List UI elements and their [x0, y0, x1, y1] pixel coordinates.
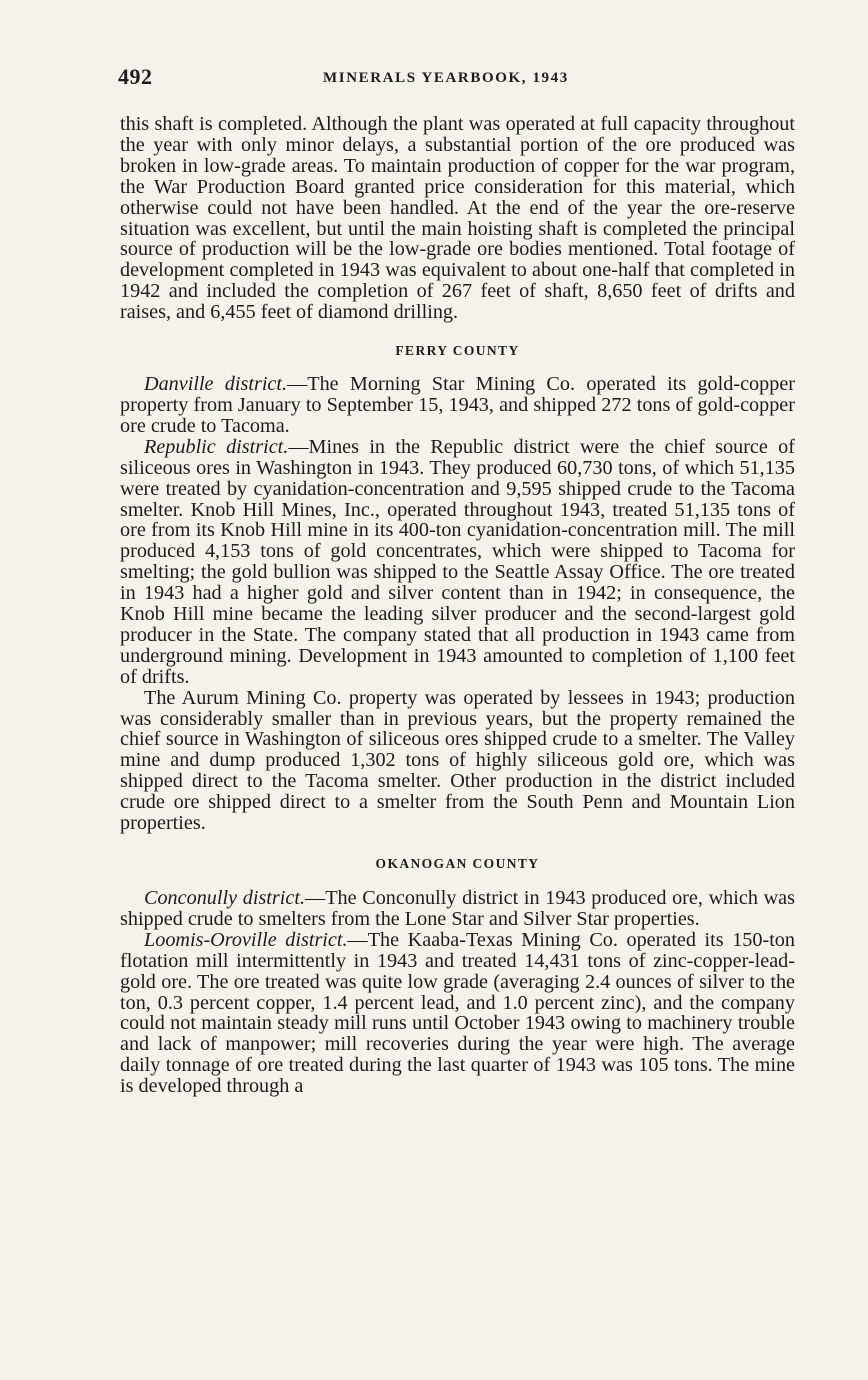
district-name-republic: Republic district.	[144, 435, 289, 458]
paragraph-continuation: this shaft is completed. Although the plant was operated at full capacity throughout the year with only minor delays, a substantial portion of the ore produced was broken in low-grade areas. To maintain production of copper for the war program, the War Production Board granted price consideration for this material, which otherwise could not have been handled. At the end of the year the ore-reserve situation was excellent, but until the main hoisting shaft is completed the principal source of production will be the low-grade ore bodies mentioned. Total footage of development completed in 1943 was equivalent to about one-half that completed in 1942 and included the completion of 267 feet of shaft, 8,650 feet of drifts and raises, and 6,455 feet of diamond drilling.	[120, 113, 795, 324]
running-title: MINERALS YEARBOOK, 1943	[323, 70, 569, 86]
danville-text: —The Morning Star Mining Co. operated its gold-copper property from January to September 15, 1943, and shipped 272 tons of gold-copper ore crude to Tacoma.	[120, 373, 796, 437]
paragraph-aurum-mining: The Aurum Mining Co. property was operated by lessees in 1943; production was considerably smaller than in previous years, but the property remained the chief source in Washington of siliceous ores shipped crude to a smelter. The Valley mine and dump produced 1,302 tons of highly siliceous gold ore, which was shipped direct to the Tacoma smelter. Other production in the district included crude ore shipped direct to a smelter from the South Penn and Mountain Lion properties.	[120, 686, 795, 835]
district-name-loomis-oroville: Loomis-Oroville district.	[144, 928, 348, 951]
loomis-oroville-text: —The Kaaba-Texas Mining Co. operated its 150-ton flotation mill intermittently in 1943 and treated 14,431 tons of zinc-copper-lead-gold ore. The ore treated was quite low grade (averaging 2.4 ounces of silver to the ton, 0.3 percent copper, 1.4 percent lead, and 1.0 percent zinc), and the company could not maintain steady mill runs until October 1943 owing to machinery trouble and lack of manpower; mill recoveries during the year were high. The average daily tonnage of ore treated during the last quarter of 1943 was 105 tons. The mine is developed through a	[120, 928, 795, 1098]
paragraph-loomis-oroville-district	[120, 930, 795, 1097]
section-heading-okanogan-county: OKANOGAN COUNTY	[375, 856, 540, 871]
page-number: 492	[118, 64, 153, 89]
page-header	[118, 64, 794, 94]
district-name-danville: Danville district.	[144, 373, 288, 396]
paragraph-conconully-district	[120, 888, 795, 930]
section-heading-ferry-county: FERRY COUNTY	[395, 343, 520, 359]
conconully-text: —The Conconully district in 1943 produced ore, which was shipped crude to smelters from the Lone Star and Silver Star properties.	[120, 887, 795, 930]
paragraph-republic-district	[120, 437, 795, 688]
paragraph-danville-district	[120, 374, 795, 437]
district-name-conconully: Conconully district.	[144, 887, 305, 909]
republic-text: —Mines in the Republic district were the chief source of siliceous ores in Washington in 1943. They produced 60,730 tons, of which 51,135 were treated by cyanidation-concentration and 9,595 shipped crude to the Tacoma smelter. Knob Hill Mines, Inc., operated throughout 1943, treated 51,135 tons of ore from its Knob Hill mine in its 400-ton cyanidation-concentration mill. The mill produced 4,153 tons of gold concentrates, which were shipped to Tacoma for smelting; the gold bullion was shipped to the Seattle Assay Office. The ore treated in 1943 had a higher gold and silver content than in 1942; in consequence, the Knob Hill mine became the leading silver producer and the second-largest gold producer in the State. The company stated that all production in 1943 came from underground mining. Development in 1943 amounted to completion of 1,100 feet of drifts.	[120, 435, 795, 688]
text-body	[120, 114, 795, 1097]
